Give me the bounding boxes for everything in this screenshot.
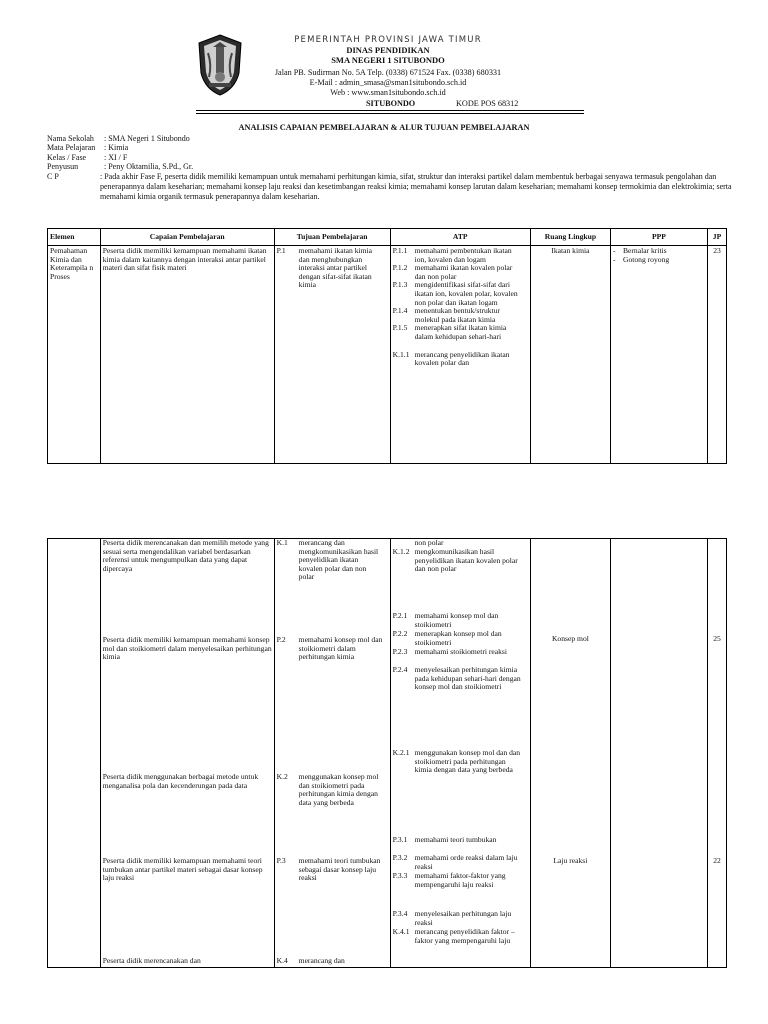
agency-name: DINAS PENDIDIKAN — [346, 45, 430, 55]
school-address: Jalan PB. Sudirman No. 5A Telp. (0338) 671524 Fax. (0338) 680331 — [274, 68, 502, 77]
tp-text: merancang dan mengkomunikasikan hasil penyelidikan ikatan kovalen polar dan non polar — [298, 538, 379, 582]
tp-code: P.2 — [276, 635, 286, 644]
atp-code: P.3.2 — [392, 853, 408, 862]
atp-code: K.1.1 — [392, 349, 410, 359]
atp-code: K.4.1 — [392, 927, 410, 936]
atp-text: non polar — [414, 538, 444, 547]
table-row — [48, 246, 727, 464]
tp-code: K.1 — [276, 538, 288, 547]
atp-item — [393, 872, 528, 889]
atp-cell — [390, 246, 530, 464]
atp-item — [393, 548, 528, 574]
atp-item — [393, 324, 528, 341]
atp-item — [393, 264, 528, 281]
ppp-item: - Bernalar kritis — [613, 247, 705, 256]
cp-text: : Pada akhir Fase F, peserta didik memiliki kemampuan untuk memahami perhitungan kimia, sifat, struktur dan interaksi partikel dalam membentuk berbagai senyawa termasuk pengolahan dan penerapannya dalam keseharian; memahami konsep laju reaksi dan kesetimbangan reaksi kimia; memahami konsep larutan dalam keseharian; memahami konsep termokimia dan elektrokimia; serta memahami kimia organik termasuk penerapannya dalam keseharian. — [100, 172, 732, 201]
info-label: Kelas / Fase — [47, 152, 87, 162]
info-row — [47, 162, 193, 171]
atp-item — [393, 666, 528, 692]
atp-text: menerapkan sifat ikatan kimia dalam kehidupan sehari-hari — [414, 323, 507, 341]
cp-text: Peserta didik merencanakan dan memilih metode yang sesuai serta mengendalikan variabel berdasarkan referensi untuk mengumpulkan data yang dapat dipercaya — [102, 538, 269, 573]
jp-cell: 23 — [707, 246, 726, 464]
atp-item — [393, 281, 528, 307]
ppp-cell — [610, 539, 707, 968]
atp-text: memahami stoikiometri reaksi — [414, 647, 507, 656]
elemen-cell — [48, 539, 101, 968]
info-value: : Kimia — [104, 143, 129, 153]
tp-text: menggunakan konsep mol dan stoikiometri pada perhitungan kimia dengan data yang berbeda — [298, 772, 379, 807]
info-row — [47, 153, 193, 162]
tp-text: merancang dan — [298, 956, 345, 965]
atp-text: memahami faktor-faktor yang mempengaruhi laju reaksi — [414, 871, 506, 889]
ruang-lingkup-value: Laju reaksi — [553, 856, 588, 865]
school-web: Web : www.sman1situbondo.sch.id — [330, 88, 446, 97]
atp-text: memahami orde reaksi dalam laju reaksi — [414, 853, 518, 871]
atp-text: merancang penyelidikan ikatan kovalen polar dan — [414, 349, 510, 368]
school-email: E-Mail : admin_smasa@sman1situbondo.sch.id — [309, 78, 467, 87]
tp-code: P.3 — [276, 856, 286, 865]
tp-code: K.4 — [276, 956, 288, 965]
cp-atp-table-page1 — [47, 228, 727, 464]
ruang-lingkup-cell: Ikatan kimia — [530, 246, 610, 464]
atp-code: P.3.4 — [392, 909, 408, 918]
atp-item — [393, 928, 528, 945]
atp-text: memahami konsep mol dan stoikiometri — [414, 611, 499, 629]
atp-text: menyelesaikan perhitungan laju reaksi — [414, 909, 512, 927]
atp-code: K.2.1 — [392, 748, 410, 757]
atp-cell — [390, 539, 530, 968]
cp-text: Peserta didik merencanakan dan — [102, 956, 201, 965]
atp-code: P.1.1 — [392, 246, 408, 255]
jp-cell — [707, 539, 726, 968]
elemen-cell: Pemahaman Kimia dan Keterampila n Proses — [48, 246, 101, 464]
postal-code: KODE POS 68312 — [456, 99, 519, 108]
header-jp: JP — [707, 229, 726, 246]
atp-text: merancang penyelidikan faktor – faktor yang mempengaruhi laju — [414, 927, 515, 945]
cp-atp-table-page2 — [47, 538, 727, 968]
atp-code: P.2.4 — [392, 665, 408, 674]
info-label: Mata Pelajaran — [47, 143, 96, 153]
tp-code: P.1 — [276, 246, 286, 255]
header-ruang-lingkup: Ruang Lingkup — [530, 229, 610, 246]
atp-code: P.1.4 — [392, 306, 408, 316]
ppp-cell — [610, 246, 707, 464]
atp-text: memahami ikatan kovalen polar dan non polar — [414, 263, 513, 281]
atp-code: K.1.2 — [392, 547, 410, 556]
atp-text: memahami pembentukan ikatan ion, kovalen dan logam — [414, 246, 512, 264]
city: SITUBONDO — [366, 99, 416, 108]
atp-text: menerapkan konsep mol dan stoikiometri — [414, 629, 502, 647]
province-name: PEMERINTAH PROVINSI JAWA TIMUR — [294, 35, 482, 45]
atp-code: P.1.5 — [392, 323, 408, 333]
info-label: Nama Sekolah — [47, 134, 94, 143]
atp-item — [393, 749, 528, 775]
tp-cell — [274, 246, 390, 464]
tp-item — [277, 773, 388, 807]
header-capaian: Capaian Pembelajaran — [100, 229, 274, 246]
ppp-item: - Gotong royong — [613, 256, 705, 265]
header-ppp: PPP — [610, 229, 707, 246]
header-rule-thin — [196, 113, 584, 114]
ruang-lingkup-value: Konsep mol — [551, 634, 589, 643]
ruang-lingkup-cell — [530, 539, 610, 968]
tp-item — [277, 857, 388, 883]
header-atp: ATP — [390, 229, 530, 246]
atp-code: P.2.1 — [392, 611, 408, 620]
atp-item — [393, 836, 528, 845]
info-value: : XI / F — [104, 152, 128, 162]
identity-block — [47, 134, 193, 171]
cp-label: C P — [47, 172, 59, 181]
school-name: SMA NEGERI 1 SITUBONDO — [331, 55, 445, 65]
document-title: ANALISIS CAPAIAN PEMBELAJARAN & ALUR TUJUAN PEMBELAJARAN — [238, 123, 530, 132]
info-value: : SMA Negeri 1 Situbondo — [104, 134, 190, 143]
cp-cell — [100, 539, 274, 968]
cp-block — [47, 172, 737, 202]
atp-text: memahami teori tumbukan — [414, 835, 497, 844]
atp-item — [393, 307, 528, 324]
cp-text: Peserta didik memiliki kemampuan memahami konsep mol dan stoikiometri dalam menyelesaikan perhitungan kimia — [102, 635, 272, 662]
atp-text: menggunakan konsep mol dan dan stoikiometri pada perhitungan kimia dengan data yang berbeda — [414, 748, 521, 775]
atp-item — [393, 854, 528, 871]
jp-value: 22 — [713, 856, 721, 865]
info-row — [47, 134, 193, 143]
header-elemen: Elemen — [48, 229, 101, 246]
atp-text: menyelesaikan perhitungan kimia pada kehidupan sehari-hari dengan konsep mol dan stoikiometri — [414, 665, 521, 692]
atp-item — [393, 630, 528, 647]
atp-code: P.1.2 — [392, 263, 408, 273]
tp-item — [277, 539, 388, 582]
tp-text: memahami konsep mol dan stoikiometri dalam perhitungan kimia — [298, 635, 383, 662]
jp-value: 25 — [713, 634, 721, 643]
table-row — [48, 539, 727, 968]
atp-item — [393, 648, 528, 657]
atp-code: P.1.3 — [392, 280, 408, 290]
atp-text: mengkomunikasikan hasil penyelidikan ikatan kovalen polar dan non polar — [414, 547, 518, 574]
atp-item — [393, 910, 528, 927]
cp-cell: Peserta didik memiliki kemampuan memahami ikatan kimia dalam kaitannya dengan interaksi antar partikel materi dan sifat fisik materi — [100, 246, 274, 464]
info-row — [47, 143, 193, 152]
tp-text: memahami teori tumbukan sebagai dasar konsep laju reaksi — [298, 856, 381, 883]
info-value: : Peny Oktamilia, S.Pd., Gr. — [104, 161, 194, 171]
header-tujuan: Tujuan Pembelajaran — [274, 229, 390, 246]
header-rule — [196, 110, 584, 111]
cp-text: Peserta didik menggunakan berbagai metode untuk menganalisa pola dan kecenderungan pada data — [102, 772, 259, 790]
atp-item — [393, 351, 528, 368]
atp-code: P.3.3 — [392, 871, 408, 880]
atp-item — [393, 247, 528, 264]
cp-text: Peserta didik memiliki kemampuan memahami teori tumbukan antar partikel materi sebagai dasar konsep laju reaksi — [102, 856, 263, 883]
tp-code: K.2 — [276, 772, 288, 781]
atp-text: menentukan bentuk/struktur molekul pada ikatan kimia — [414, 306, 501, 324]
atp-item — [393, 612, 528, 629]
table-header-row — [48, 229, 727, 246]
tp-cell — [274, 539, 390, 968]
tp-item — [277, 636, 388, 662]
tp-item — [277, 957, 388, 966]
atp-code: P.2.2 — [392, 629, 408, 638]
atp-code: P.2.3 — [392, 647, 408, 656]
atp-text: mengidentifikasi sifat-sifat dari ikatan ion, kovalen polar, kovalen non polar dan ikatan logam — [414, 280, 518, 307]
tp-text: memahami ikatan kimia dan menghubungkan interaksi antar partikel dengan sifat-sifat ikatan kimia — [298, 246, 373, 290]
info-label: Penyusun — [47, 161, 79, 171]
atp-code: P.3.1 — [392, 835, 408, 844]
